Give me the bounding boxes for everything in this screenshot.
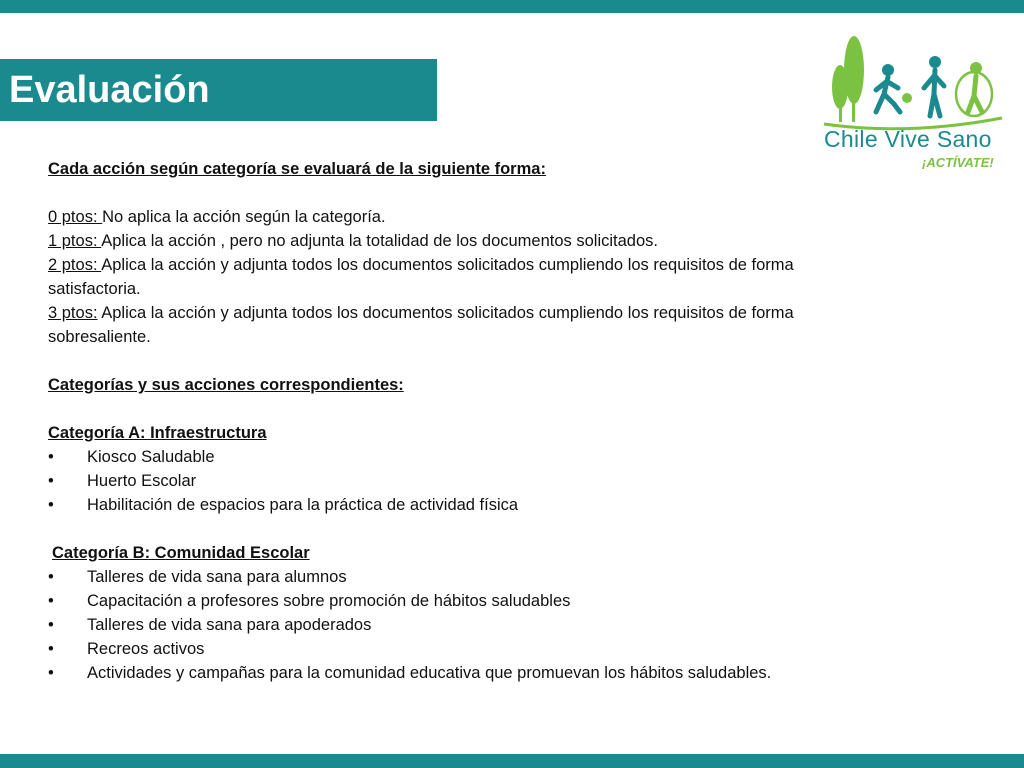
list-item-text: Kiosco Saludable xyxy=(87,448,215,466)
score-0 xyxy=(48,205,908,229)
list-item xyxy=(48,565,908,589)
bullet: • xyxy=(48,472,54,490)
score-text: Aplica la acción , pero no adjunta la totalidad de los documentos solicitados. xyxy=(101,232,658,250)
bullet: • xyxy=(48,496,54,514)
list-item-text: Capacitación a profesores sobre promoción de hábitos saludables xyxy=(87,592,571,610)
child-kicking-icon xyxy=(876,64,912,112)
logo-tagline: ¡ACTÍVATE! xyxy=(922,155,994,170)
bullet: • xyxy=(48,664,54,682)
list-item xyxy=(48,493,908,517)
list-item xyxy=(48,613,908,637)
child-standing-icon xyxy=(924,56,944,116)
list-item-text: Talleres de vida sana para alumnos xyxy=(87,568,347,586)
category-b-title-row xyxy=(48,541,908,565)
bullet: • xyxy=(48,568,54,586)
list-item xyxy=(48,589,908,613)
list-item xyxy=(48,661,908,685)
list-item-text: Huerto Escolar xyxy=(87,472,197,490)
category-a-title: Categoría A: Infraestructura xyxy=(48,424,267,442)
list-item-text: Recreos activos xyxy=(87,640,205,658)
list-item xyxy=(48,445,908,469)
score-label: 2 ptos: xyxy=(48,256,102,274)
score-label: 1 ptos: xyxy=(48,232,102,250)
logo-name: Chile Vive Sano xyxy=(824,126,992,152)
bullet: • xyxy=(48,592,54,610)
list-item xyxy=(48,637,908,661)
child-jumping-rope-icon xyxy=(956,62,992,116)
bottom-bar xyxy=(0,754,1024,768)
list-item xyxy=(48,469,908,493)
score-text: Aplica la acción y adjunta todos los documentos solicitados cumpliendo los requisitos de forma xyxy=(101,256,794,274)
bullet: • xyxy=(48,616,54,634)
score-1 xyxy=(48,229,908,253)
content-body xyxy=(48,157,908,685)
tree-small-icon xyxy=(832,65,848,109)
score-text: Aplica la acción y adjunta todos los documentos solicitados cumpliendo los requisitos de forma xyxy=(97,304,794,322)
list-item-text: Talleres de vida sana para apoderados xyxy=(87,616,372,634)
categories-heading: Categorías y sus acciones correspondientes: xyxy=(48,376,404,394)
score-label: 0 ptos: xyxy=(48,208,103,226)
score-label: 3 ptos: xyxy=(48,304,98,322)
category-b-title: Categoría B: Comunidad Escolar xyxy=(52,544,310,562)
slide-title: Evaluación xyxy=(0,59,437,121)
list-item-text: Actividades y campañas para la comunidad educativa que promuevan los hábitos saludables. xyxy=(87,664,772,682)
bullet: • xyxy=(48,448,54,466)
top-bar xyxy=(0,0,1024,13)
intro-heading: Cada acción según categoría se evaluará de la siguiente forma: xyxy=(48,160,546,178)
score-3-cont: sobresaliente. xyxy=(48,328,151,346)
score-text: No aplica la acción según la categoría. xyxy=(102,208,386,226)
score-3 xyxy=(48,301,908,325)
list-item-text: Habilitación de espacios para la práctica de actividad física xyxy=(87,496,519,514)
score-2 xyxy=(48,253,908,277)
score-2-cont: satisfactoria. xyxy=(48,280,141,298)
bullet: • xyxy=(48,640,54,658)
